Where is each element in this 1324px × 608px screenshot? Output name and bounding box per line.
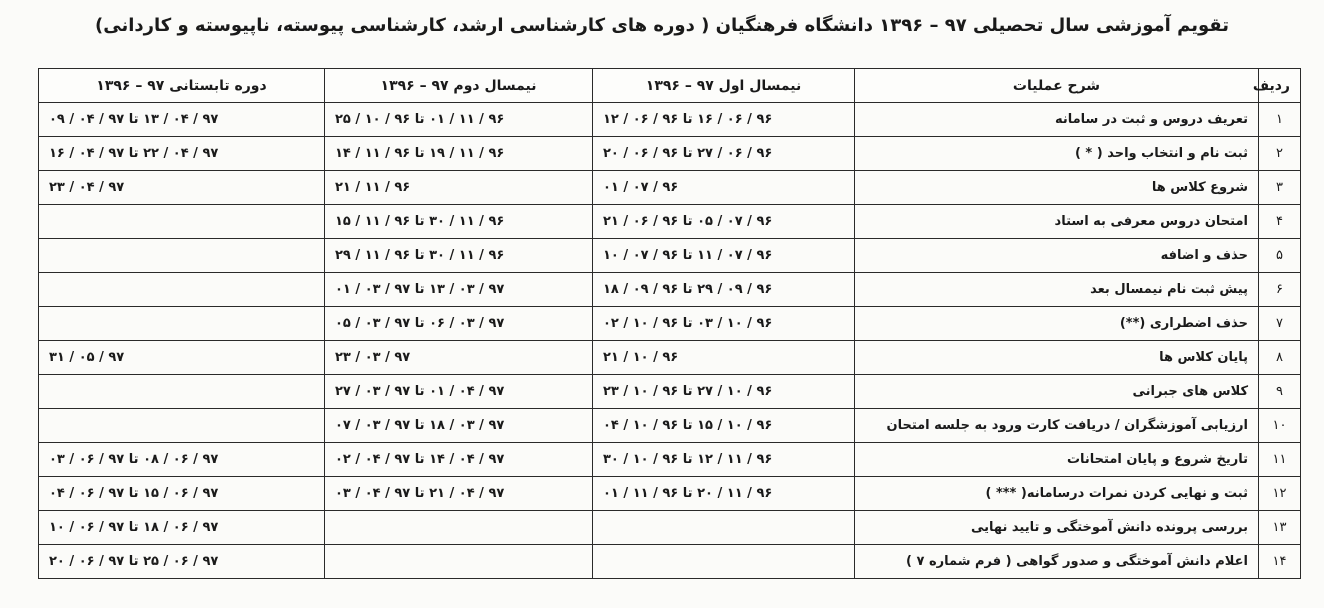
first-semester-date-cell: ۹۶ / ۱۰ / ۲۷ تا ۹۶ / ۱۰ / ۲۳ [593,375,855,409]
row-number-cell: ۱۲ [1259,477,1301,511]
first-semester-date-cell [593,545,855,579]
title-text: تقویم آموزشی سال تحصیلی ۹۷ – ۱۳۹۶ دانشگاه فرهنگیان ( دوره های کارشناسی ارشد، کارشناسی پیوسته، ناپیوسته و کاردانی) [95,15,1229,36]
first-semester-date-cell: ۹۶ / ۰۶ / ۲۷ تا ۹۶ / ۰۶ / ۲۰ [593,137,855,171]
second-semester-date-cell: ۹۶ / ۱۱ / ۲۱ [325,171,593,205]
first-semester-date-cell: ۹۶ / ۱۰ / ۲۱ [593,341,855,375]
second-semester-date-cell [325,511,593,545]
operation-description-cell: امتحان دروس معرفی به استاد [855,205,1259,239]
summer-term-date-cell: ۹۷ / ۰۵ / ۳۱ [39,341,325,375]
summer-term-date-cell [39,375,325,409]
operation-description-cell: کلاس های جبرانی [855,375,1259,409]
academic-calendar-table [38,68,1301,579]
operation-description-cell: ثبت و نهایی کردن نمرات درسامانه( *** ) [855,477,1259,511]
row-number-cell: ۱۳ [1259,511,1301,545]
operation-description-cell: پیش ثبت نام نیمسال بعد [855,273,1259,307]
second-semester-date-cell [325,545,593,579]
table-row [39,341,1301,375]
table-row [39,545,1301,579]
header-summer-term: دوره تابستانی ۹۷ – ۱۳۹۶ [39,69,325,103]
operation-description-cell: شروع کلاس ها [855,171,1259,205]
row-number-cell: ۸ [1259,341,1301,375]
summer-term-date-cell [39,205,325,239]
table-row [39,477,1301,511]
row-number-cell: ۱۴ [1259,545,1301,579]
summer-term-date-cell [39,239,325,273]
table-row [39,137,1301,171]
operation-description-cell: ارزیابی آموزشگران / دریافت کارت ورود به جلسه امتحان [855,409,1259,443]
first-semester-date-cell: ۹۶ / ۰۷ / ۰۱ [593,171,855,205]
second-semester-date-cell: ۹۶ / ۱۱ / ۰۱ تا ۹۶ / ۱۰ / ۲۵ [325,103,593,137]
operation-description-cell: حذف اضطراری (**) [855,307,1259,341]
document-title [0,14,1324,38]
row-number-cell: ۶ [1259,273,1301,307]
summer-term-date-cell [39,307,325,341]
second-semester-date-cell: ۹۶ / ۱۱ / ۱۹ تا ۹۶ / ۱۱ / ۱۴ [325,137,593,171]
second-semester-date-cell: ۹۶ / ۱۱ / ۳۰ تا ۹۶ / ۱۱ / ۲۹ [325,239,593,273]
summer-term-date-cell [39,273,325,307]
table-row [39,273,1301,307]
summer-term-date-cell: ۹۷ / ۰۶ / ۱۵ تا ۹۷ / ۰۶ / ۰۴ [39,477,325,511]
summer-term-date-cell: ۹۷ / ۰۶ / ۰۸ تا ۹۷ / ۰۶ / ۰۳ [39,443,325,477]
operation-description-cell: پایان کلاس ها [855,341,1259,375]
operation-description-cell: اعلام دانش آموختگی و صدور گواهی ( فرم شماره ۷ ) [855,545,1259,579]
first-semester-date-cell: ۹۶ / ۰۷ / ۰۵ تا ۹۶ / ۰۶ / ۲۱ [593,205,855,239]
second-semester-date-cell: ۹۷ / ۰۳ / ۲۳ [325,341,593,375]
header-first-semester: نیمسال اول ۹۷ – ۱۳۹۶ [593,69,855,103]
first-semester-date-cell: ۹۶ / ۱۰ / ۱۵ تا ۹۶ / ۱۰ / ۰۴ [593,409,855,443]
summer-term-date-cell: ۹۷ / ۰۴ / ۲۲ تا ۹۷ / ۰۴ / ۱۶ [39,137,325,171]
table-row [39,205,1301,239]
second-semester-date-cell: ۹۷ / ۰۴ / ۲۱ تا ۹۷ / ۰۴ / ۰۳ [325,477,593,511]
table-row [39,375,1301,409]
first-semester-date-cell: ۹۶ / ۱۰ / ۰۳ تا ۹۶ / ۱۰ / ۰۲ [593,307,855,341]
second-semester-date-cell: ۹۷ / ۰۳ / ۱۳ تا ۹۷ / ۰۳ / ۰۱ [325,273,593,307]
row-number-cell: ۳ [1259,171,1301,205]
row-number-cell: ۱۰ [1259,409,1301,443]
second-semester-date-cell: ۹۷ / ۰۴ / ۰۱ تا ۹۷ / ۰۳ / ۲۷ [325,375,593,409]
row-number-cell: ۷ [1259,307,1301,341]
operation-description-cell: ثبت نام و انتخاب واحد ( * ) [855,137,1259,171]
table-row [39,171,1301,205]
second-semester-date-cell: ۹۷ / ۰۳ / ۰۶ تا ۹۷ / ۰۳ / ۰۵ [325,307,593,341]
second-semester-date-cell: ۹۷ / ۰۳ / ۱۸ تا ۹۷ / ۰۳ / ۰۷ [325,409,593,443]
first-semester-date-cell: ۹۶ / ۰۹ / ۲۹ تا ۹۶ / ۰۹ / ۱۸ [593,273,855,307]
header-row-number: ردیف [1259,69,1301,103]
row-number-cell: ۹ [1259,375,1301,409]
operation-description-cell: تعریف دروس و ثبت در سامانه [855,103,1259,137]
summer-term-date-cell [39,409,325,443]
first-semester-date-cell: ۹۶ / ۱۱ / ۱۲ تا ۹۶ / ۱۰ / ۳۰ [593,443,855,477]
first-semester-date-cell: ۹۶ / ۰۶ / ۱۶ تا ۹۶ / ۰۶ / ۱۲ [593,103,855,137]
header-second-semester: نیمسال دوم ۹۷ – ۱۳۹۶ [325,69,593,103]
first-semester-date-cell: ۹۶ / ۱۱ / ۲۰ تا ۹۶ / ۱۱ / ۰۱ [593,477,855,511]
header-operation-description: شرح عملیات [855,69,1259,103]
table-row [39,511,1301,545]
row-number-cell: ۵ [1259,239,1301,273]
table-row [39,307,1301,341]
summer-term-date-cell: ۹۷ / ۰۴ / ۱۳ تا ۹۷ / ۰۴ / ۰۹ [39,103,325,137]
summer-term-date-cell: ۹۷ / ۰۶ / ۱۸ تا ۹۷ / ۰۶ / ۱۰ [39,511,325,545]
operation-description-cell: تاریخ شروع و پایان امتحانات [855,443,1259,477]
first-semester-date-cell: ۹۶ / ۰۷ / ۱۱ تا ۹۶ / ۰۷ / ۱۰ [593,239,855,273]
table-row [39,409,1301,443]
row-number-cell: ۴ [1259,205,1301,239]
table-header-row [39,69,1301,103]
row-number-cell: ۲ [1259,137,1301,171]
operation-description-cell: بررسی پرونده دانش آموختگی و تایید نهایی [855,511,1259,545]
table-row [39,103,1301,137]
second-semester-date-cell: ۹۶ / ۱۱ / ۳۰ تا ۹۶ / ۱۱ / ۱۵ [325,205,593,239]
table-row [39,239,1301,273]
operation-description-cell: حذف و اضافه [855,239,1259,273]
row-number-cell: ۱۱ [1259,443,1301,477]
row-number-cell: ۱ [1259,103,1301,137]
first-semester-date-cell [593,511,855,545]
table-row [39,443,1301,477]
summer-term-date-cell: ۹۷ / ۰۴ / ۲۳ [39,171,325,205]
summer-term-date-cell: ۹۷ / ۰۶ / ۲۵ تا ۹۷ / ۰۶ / ۲۰ [39,545,325,579]
second-semester-date-cell: ۹۷ / ۰۴ / ۱۴ تا ۹۷ / ۰۴ / ۰۲ [325,443,593,477]
